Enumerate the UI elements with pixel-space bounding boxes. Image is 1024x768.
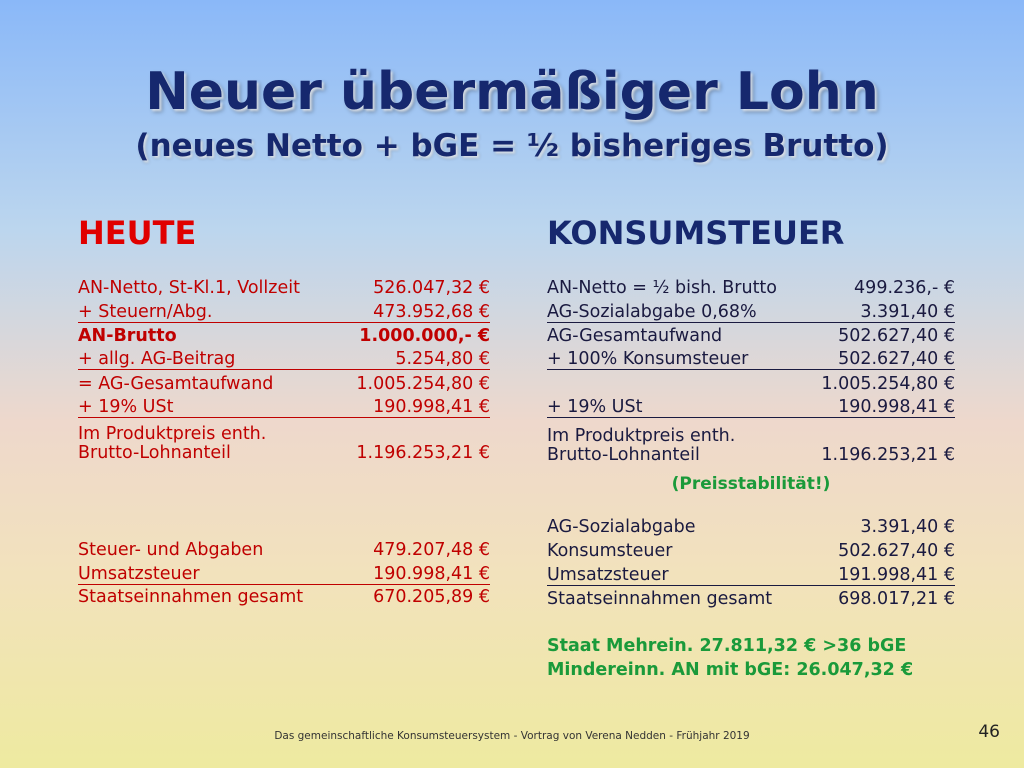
row-label: Konsumsteuer — [547, 541, 673, 561]
row-label: AN-Brutto — [78, 326, 177, 346]
row-label: = AG-Gesamtaufwand — [78, 374, 274, 394]
left-summary-umsatzsteuer — [78, 564, 490, 585]
row-label: + Steuern/Abg. — [78, 302, 213, 322]
right-row-brutto-lohnanteil — [547, 445, 955, 465]
row-value: 5.254,80 € — [395, 349, 490, 369]
row-value: 526.047,32 € — [373, 278, 490, 298]
row-label: Brutto-Lohnanteil — [547, 445, 700, 465]
slide-subtitle: (neues Netto + bGE = ½ bisheriges Brutto) — [135, 128, 889, 164]
left-summary-staatseinnahmen — [78, 587, 490, 607]
row-label: + 100% Konsumsteuer — [547, 349, 749, 369]
row-value: 499.236,- € — [854, 278, 955, 298]
left-row-ag-gesamtaufwand — [78, 374, 490, 394]
row-value: 3.391,40 € — [860, 517, 955, 537]
row-value: 1.005.254,80 € — [356, 374, 490, 394]
row-label: Staatseinnahmen gesamt — [547, 589, 773, 609]
row-value: 1.196.253,21 € — [821, 445, 955, 465]
right-summary-umsatzsteuer — [547, 565, 955, 586]
row-value: 502.627,40 € — [838, 541, 955, 561]
right-product-line1: Im Produktpreis enth. — [547, 426, 736, 446]
row-value: 670.205,89 € — [373, 587, 490, 607]
row-value: 1.005.254,80 € — [821, 374, 955, 394]
conclusion-staat-mehrein: Staat Mehrein. 27.811,32 € >36 bGE — [547, 636, 907, 656]
row-label: + 19% USt — [547, 397, 643, 417]
row-label: + 19% USt — [78, 397, 174, 417]
row-value: 190.998,41 € — [373, 564, 490, 584]
row-value: 502.627,40 € — [838, 349, 955, 369]
heading-heute: HEUTE — [78, 214, 197, 252]
left-summary-steuer-abgaben — [78, 540, 490, 560]
left-row-an-brutto — [78, 326, 490, 346]
right-row-ag-sozialabgabe — [547, 302, 955, 323]
row-value: 1.000.000,- € — [359, 326, 490, 346]
left-product-line1: Im Produktpreis enth. — [78, 424, 267, 444]
right-row-ust — [547, 397, 955, 418]
right-summary-ag-sozialabgabe — [547, 517, 955, 537]
right-row-an-netto — [547, 278, 955, 298]
row-value: 473.952,68 € — [373, 302, 490, 322]
row-label: Staatseinnahmen gesamt — [78, 587, 304, 607]
row-value: 479.207,48 € — [373, 540, 490, 560]
row-label: Brutto-Lohnanteil — [78, 443, 231, 463]
right-summary-konsumsteuer — [547, 541, 955, 561]
row-label: AN-Netto, St-Kl.1, Vollzeit — [78, 278, 300, 298]
row-label: AN-Netto = ½ bish. Brutto — [547, 278, 778, 298]
row-value: 190.998,41 € — [838, 397, 955, 417]
row-label: AG-Sozialabgabe 0,68% — [547, 302, 757, 322]
right-summary-staatseinnahmen — [547, 589, 955, 609]
preisstabilitaet-note: (Preisstabilität!) — [671, 474, 831, 494]
row-value: 698.017,21 € — [838, 589, 955, 609]
row-value: 191.998,41 € — [838, 565, 955, 585]
conclusion-mindereinn: Mindereinn. AN mit bGE: 26.047,32 € — [547, 660, 914, 680]
left-row-ust — [78, 397, 490, 418]
row-label: Umsatzsteuer — [547, 565, 669, 585]
left-row-ag-beitrag — [78, 349, 490, 370]
row-value: 3.391,40 € — [860, 302, 955, 322]
row-label: Umsatzsteuer — [78, 564, 200, 584]
slide-title: Neuer übermäßiger Lohn — [145, 62, 879, 122]
row-label: Steuer- und Abgaben — [78, 540, 264, 560]
left-row-an-netto — [78, 278, 490, 298]
row-value: 1.196.253,21 € — [356, 443, 490, 463]
heading-konsumsteuer: KONSUMSTEUER — [547, 214, 845, 252]
row-value: 502.627,40 € — [838, 326, 955, 346]
right-row-subtotal — [547, 374, 955, 394]
row-label: + allg. AG-Beitrag — [78, 349, 236, 369]
row-label: AG-Gesamtaufwand — [547, 326, 723, 346]
row-value: 190.998,41 € — [373, 397, 490, 417]
slide-footer: Das gemeinschaftliche Konsumsteuersystem - Vortrag von Verena Nedden - Frühjahr 2019 — [274, 730, 750, 742]
left-row-steuern — [78, 302, 490, 323]
right-row-ag-gesamtaufwand — [547, 326, 955, 346]
row-label: AG-Sozialabgabe — [547, 517, 696, 537]
left-row-brutto-lohnanteil — [78, 443, 490, 463]
page-number: 46 — [978, 722, 1000, 742]
right-row-konsumsteuer — [547, 349, 955, 370]
